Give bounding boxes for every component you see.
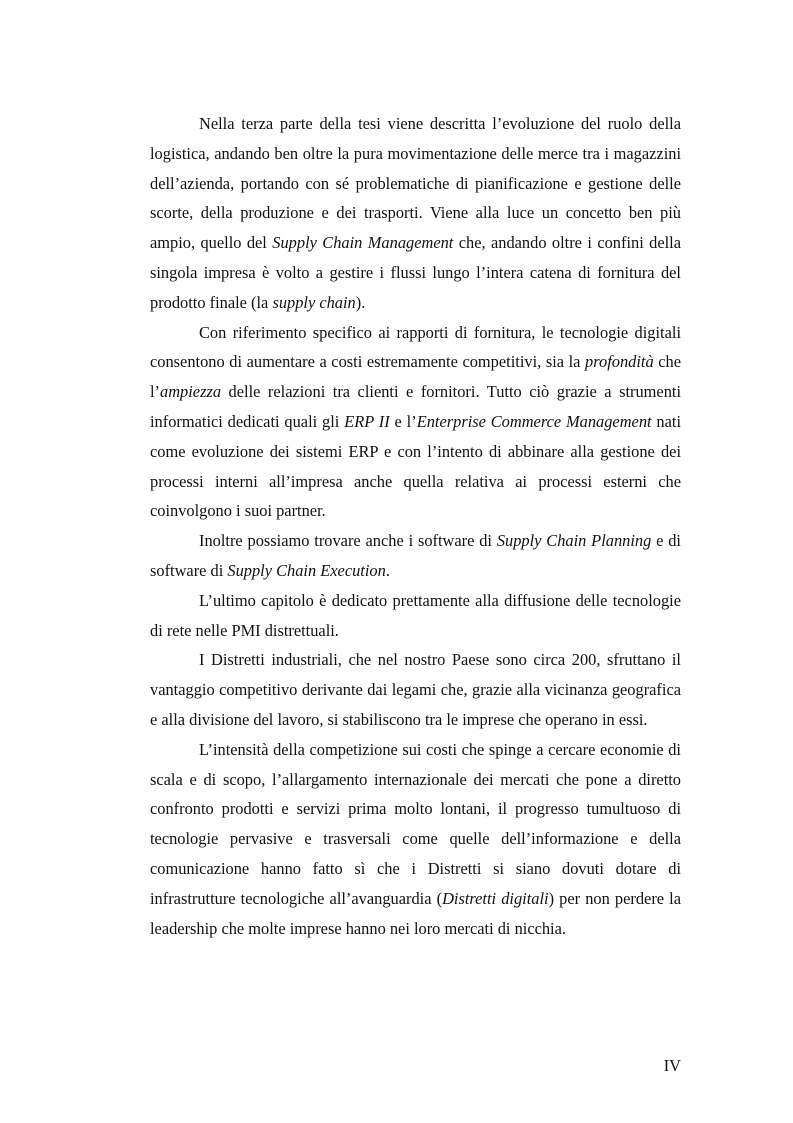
- paragraph: [150, 586, 681, 646]
- text-segment: Nella terza parte della tesi viene descritta l’evoluzione del ruolo della logistica, andando ben oltre la pura movimentazione delle merce tra i magazzini dell’azienda, portando con sé problematiche di pianificazione e gestione delle scorte, della produzione e dei trasporti. Viene alla luce un concetto ben più ampio, quello del: [150, 114, 681, 253]
- italic-text-segment: supply chain: [272, 292, 356, 312]
- paragraph: [150, 645, 681, 734]
- text-segment: che l’: [150, 352, 681, 402]
- italic-text-segment: Supply Chain Management: [272, 233, 454, 253]
- text-segment: Inoltre possiamo trovare anche i software di: [199, 531, 497, 551]
- text-segment: Con riferimento specifico ai rapporti di fornitura, le tecnologie digitali consentono di aumentare a costi estremamente competitivi, sia la: [150, 322, 681, 372]
- italic-text-segment: profondità: [585, 352, 654, 372]
- paragraph: [150, 526, 681, 586]
- page-number: IV: [663, 1056, 681, 1075]
- paragraph: [150, 109, 681, 318]
- text-segment: ) per non perdere la leadership che molte imprese hanno nei loro mercati di nicchia.: [150, 888, 682, 938]
- text-segment: nati come evoluzione dei sistemi ERP e con l’intento di abbinare alla gestione dei processi interni all’impresa anche quella relativa ai processi esterni che coinvolgono i suoi partner.: [150, 411, 682, 521]
- paragraph: [150, 318, 681, 527]
- italic-text-segment: Supply Chain Execution: [227, 560, 386, 580]
- italic-text-segment: Distretti digitali: [442, 888, 549, 908]
- text-segment: .: [385, 560, 390, 580]
- italic-text-segment: ERP II: [344, 411, 390, 431]
- text-segment: L’intensità della competizione sui costi che spinge a cercare economie di scala e di scopo, l’allargamento internazionale dei mercati che pone a diretto confronto prodotti e servizi prima molto lontani, il progresso tumultuoso di tecnologie pervasive e trasversali come quelle dell’informazione e della comunicazione hanno fatto sì che i Distretti si siano dovuti dotare di infrastrutture tecnologiche all’avanguardia (: [150, 739, 681, 908]
- page-body: [150, 109, 681, 943]
- italic-text-segment: Supply Chain Planning: [496, 531, 652, 551]
- text-segment: ).: [355, 292, 366, 312]
- italic-text-segment: ampiezza: [160, 382, 222, 402]
- text-segment: L’ultimo capitolo è dedicato prettamente alla diffusione delle tecnologie di rete nelle PMI distrettuali.: [150, 590, 681, 640]
- text-segment: e di software di: [150, 531, 681, 580]
- text-segment: che, andando oltre i confini della singola impresa è volto a gestire i flussi lungo l’intera catena di fornitura del prodotto finale (la: [150, 233, 682, 312]
- text-segment: I Distretti industriali, che nel nostro Paese sono circa 200, sfruttano il vantaggio competitivo derivante dai legami che, grazie alla vicinanza geografica e alla divisione del lavoro, si stabiliscono tra le imprese che operano in essi.: [150, 650, 681, 729]
- paragraph: [150, 735, 681, 944]
- text-segment: delle relazioni tra clienti e fornitori. Tutto ciò grazie a strumenti informatici dedicati quali gli: [150, 382, 681, 431]
- text-segment: e l’: [389, 411, 417, 431]
- italic-text-segment: Enterprise Commerce Management: [416, 411, 652, 431]
